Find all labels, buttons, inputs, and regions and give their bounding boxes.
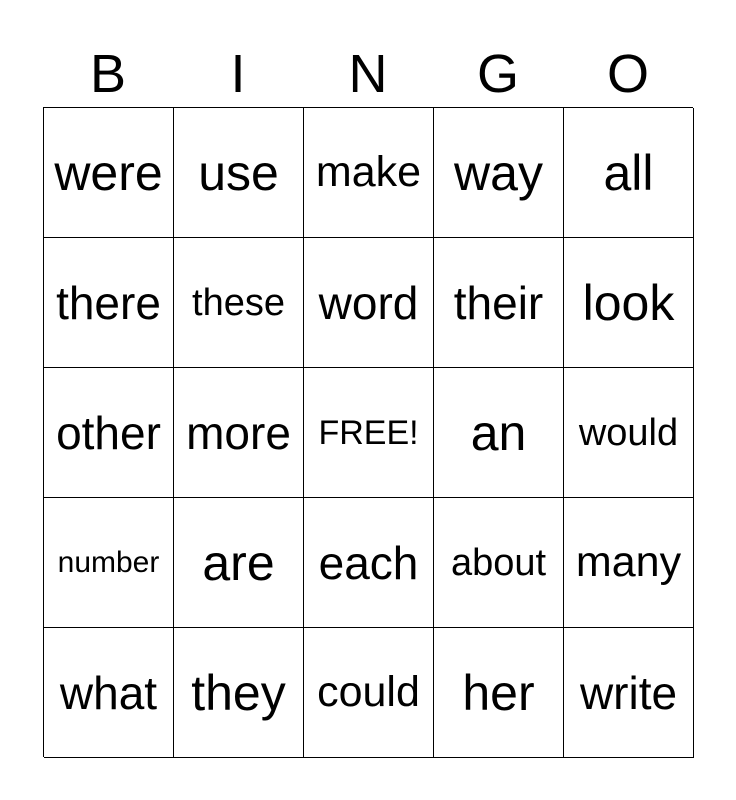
bingo-cell-r5-c4[interactable]: her xyxy=(434,628,564,758)
bingo-cell-r5-c3[interactable]: could xyxy=(304,628,434,758)
bingo-cell-r4-c4[interactable]: about xyxy=(434,498,564,628)
bingo-cell-r4-c1[interactable]: number xyxy=(44,498,174,628)
bingo-cell-r2-c1[interactable]: there xyxy=(44,238,174,368)
bingo-cell-r2-c4[interactable]: their xyxy=(434,238,564,368)
bingo-cell-r3-c1[interactable]: other xyxy=(44,368,174,498)
bingo-cell-r1-c2[interactable]: use xyxy=(174,108,304,238)
bingo-cell-r3-c3-free[interactable]: FREE! xyxy=(304,368,434,498)
bingo-cell-r2-c5[interactable]: look xyxy=(564,238,694,368)
bingo-cell-r1-c3[interactable]: make xyxy=(304,108,434,238)
bingo-cell-r5-c2[interactable]: they xyxy=(174,628,304,758)
bingo-cell-r5-c5[interactable]: write xyxy=(564,628,694,758)
bingo-header xyxy=(43,44,693,104)
bingo-cell-r5-c1[interactable]: what xyxy=(44,628,174,758)
bingo-cell-r4-c5[interactable]: many xyxy=(564,498,694,628)
bingo-cell-r3-c4[interactable]: an xyxy=(434,368,564,498)
header-letter-n: N xyxy=(348,44,388,104)
bingo-cell-r4-c2[interactable]: are xyxy=(174,498,304,628)
bingo-board xyxy=(43,107,693,757)
bingo-cell-r1-c1[interactable]: were xyxy=(44,108,174,238)
header-letter-b: B xyxy=(89,44,127,104)
bingo-cell-r4-c3[interactable]: each xyxy=(304,498,434,628)
header-letter-g: G xyxy=(476,44,519,104)
bingo-cell-r2-c2[interactable]: these xyxy=(174,238,304,368)
bingo-cell-r1-c5[interactable]: all xyxy=(564,108,694,238)
header-letter-i: I xyxy=(230,44,246,104)
bingo-cell-r3-c2[interactable]: more xyxy=(174,368,304,498)
bingo-cell-r1-c4[interactable]: way xyxy=(434,108,564,238)
bingo-cell-r2-c3[interactable]: word xyxy=(304,238,434,368)
bingo-cell-r3-c5[interactable]: would xyxy=(564,368,694,498)
header-letter-o: O xyxy=(606,44,649,104)
